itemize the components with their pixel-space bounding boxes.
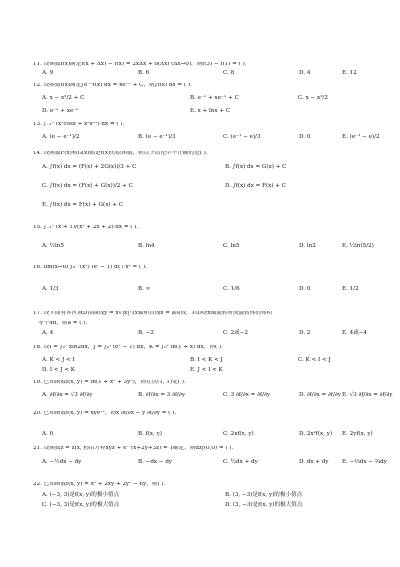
option: A. 9 — [42, 70, 54, 76]
option: E. ½ln(5/2) — [342, 243, 374, 249]
option-row — [42, 96, 382, 105]
option-row — [42, 184, 382, 193]
option: C. (e⁻¹ − e)/3 — [223, 134, 261, 140]
option: D. e⁻ˣ + xe⁻ˣ — [42, 108, 79, 114]
option: C. (−3, 3)是f(x, y)的极大值点 — [42, 502, 120, 508]
option: E. x + lnx + C — [190, 108, 231, 114]
option-row — [42, 71, 382, 80]
option: A. ∂f/∂x = √3 ∂f/∂y — [42, 392, 93, 398]
option: D. dx + dy — [299, 459, 329, 465]
option: A. (−3, 3)是f(x, y)的极小值点 — [42, 492, 120, 498]
question-stem: 13. ∫₋₁¹ (x³cosx + x²eˣ³) dx = ( ). — [33, 122, 125, 127]
option: E. 4或−4 — [342, 330, 368, 336]
question-stem: 19. 已知函数f(x, y) = ln(1 + x² + 3y²)，则在点(1, 1)处( ). — [33, 380, 186, 385]
option: D. ln2 — [299, 243, 316, 249]
option: C. ∫f(x) dx = (F(x) + G(x))/2 + C — [42, 183, 133, 189]
option: C. 1/6 — [223, 286, 240, 292]
option: E. √3 ∂f/∂x = ∂f/∂y — [342, 392, 393, 398]
option: A. x − x²/2 + C — [42, 95, 85, 101]
option: D. 4 — [299, 70, 311, 76]
option: B. e⁻ˣ + xe⁻ˣ + C — [190, 95, 239, 101]
option: E. −⅓dx − ⅔dy — [342, 459, 387, 465]
option: D. (3, −3)是f(x, y)的极大值点 — [225, 502, 303, 508]
question-stem: 14. 设函数F(x)和G(x)都是f(x)的原函数，则以下结论中不正确的是( ). — [33, 151, 208, 156]
option-row — [42, 244, 382, 253]
option: C. ½dx + dy — [223, 459, 258, 465]
option: B. ∂f/∂x = 3 ∂f/∂y — [138, 392, 186, 398]
option: D. 2 — [299, 330, 311, 336]
option: A. −½dx − dy — [42, 459, 82, 465]
option: E. ∫f(x) dx = F(x) + G(x) + C — [42, 202, 124, 208]
option: E. 1/2 — [342, 286, 359, 292]
option: D. 2x²f(x, y) — [299, 431, 333, 437]
option: A. (e − e⁻¹)/2 — [42, 134, 80, 140]
option: D. 0 — [299, 134, 311, 140]
option-row — [42, 109, 382, 118]
question-stem: 17. 设平面有界区域D由曲线y = x√|x|与x轴和直线x = a围成．若D绕x轴旋转所成旋转体的体积 — [33, 311, 273, 316]
option: E. J < I < K — [190, 367, 223, 373]
question-stem: 18. 设I = ∫₀¹ xln2dx，J = ∫₀¹ (eˣ − 1) dx，K = ∫₀¹ ln(1 + x) dx，则( ). — [33, 345, 223, 350]
option: B. f(x, y) — [138, 431, 162, 437]
question-stem: 12. 设函数f(x)满足∫e⁻ˣf(x) dx = xe⁻ˣ + C，则∫f(x) dx = ( ). — [33, 83, 192, 88]
option-row — [42, 459, 387, 469]
question-stem: 16. lim(x→0) ∫₀^(x²) (eᵗ − 1) dt / x⁴ = ( ). — [33, 265, 147, 270]
option: B. ∞ — [138, 286, 151, 292]
option-row — [42, 331, 382, 340]
option: B. (3, −3)是f(x, y)的极小值点 — [225, 492, 303, 498]
option: C. ln5 — [223, 243, 240, 249]
option: A. ½ln5 — [42, 243, 64, 249]
option-row — [42, 493, 382, 502]
option: D. I < J < K — [42, 367, 75, 373]
option: A. 4 — [42, 330, 54, 336]
option-row — [42, 358, 382, 367]
option: E. (e⁻¹ − e)/2 — [342, 134, 380, 140]
option: B. ∫f(x) dx = G(x) + C — [225, 164, 287, 170]
option: D. 0 — [299, 286, 311, 292]
option: A. ∫f(x) dx = (F(x) + 2G(x))/3 + C — [42, 164, 137, 170]
question-stem: 20. 已知函数f(x, y) = xyeˣ²，则x ∂f/∂x − y ∂f/∂y = ( ). — [33, 411, 177, 416]
option: B. (e − e⁻¹)/3 — [138, 134, 176, 140]
option: C. 8 — [223, 70, 235, 76]
question-stem: 21. 设函数z = z(x, y)由方程xyz + e^(x+2y+3z) = 1确定，则dz|(0,0) = ( ). — [33, 446, 234, 451]
option: D. ∂f/∂x = ∂f/∂y — [299, 392, 341, 398]
option: B. I < K < J — [190, 357, 223, 363]
option-row — [42, 368, 382, 377]
option: A. 1/3 — [42, 286, 59, 292]
option: C. 2xf(x, y) — [223, 431, 254, 437]
question-stem: 22. 已知函数f(x, y) = x³ + 2xy + 2y² − 6y，则( ). — [33, 482, 166, 487]
option-row — [42, 432, 382, 441]
option: E. 2yf(x, y) — [342, 431, 373, 437]
option: C. 3 ∂f/∂x = ∂f/∂y — [223, 392, 271, 398]
option: C. x − x²/2 — [298, 95, 328, 101]
option: B. 6 — [138, 70, 150, 76]
option: D. ∫f(x) dx = F(x) + C — [225, 183, 287, 189]
option: B. ln4 — [138, 243, 155, 249]
question-stem: 15. ∫₋₁¹ (x + 1)/(x² + 2x + 2) dx = ( ). — [33, 225, 139, 230]
option: A. K < J < I — [42, 357, 75, 363]
option: A. 0 — [42, 431, 54, 437]
option: B. −2 — [138, 330, 154, 336]
option-row — [42, 392, 393, 402]
option: B. −dx − dy — [138, 459, 173, 465]
option-row — [42, 203, 382, 212]
option-row — [42, 165, 382, 174]
option-row — [42, 287, 382, 296]
question-stem: 11. 设函数f(x)满足f(x + Δx) − f(x) = 2xΔx + o(Δx) (Δx→0)，则f(3) − f(1) = ( ). — [33, 62, 247, 67]
question-stem-continued: 等于4π，则a = ( ). — [38, 321, 88, 326]
option: C. K < I < J — [298, 357, 331, 363]
option-row — [42, 135, 382, 144]
option: E. 12 — [342, 70, 357, 76]
option-row — [42, 503, 382, 512]
option: C. 2或−2 — [223, 330, 249, 336]
